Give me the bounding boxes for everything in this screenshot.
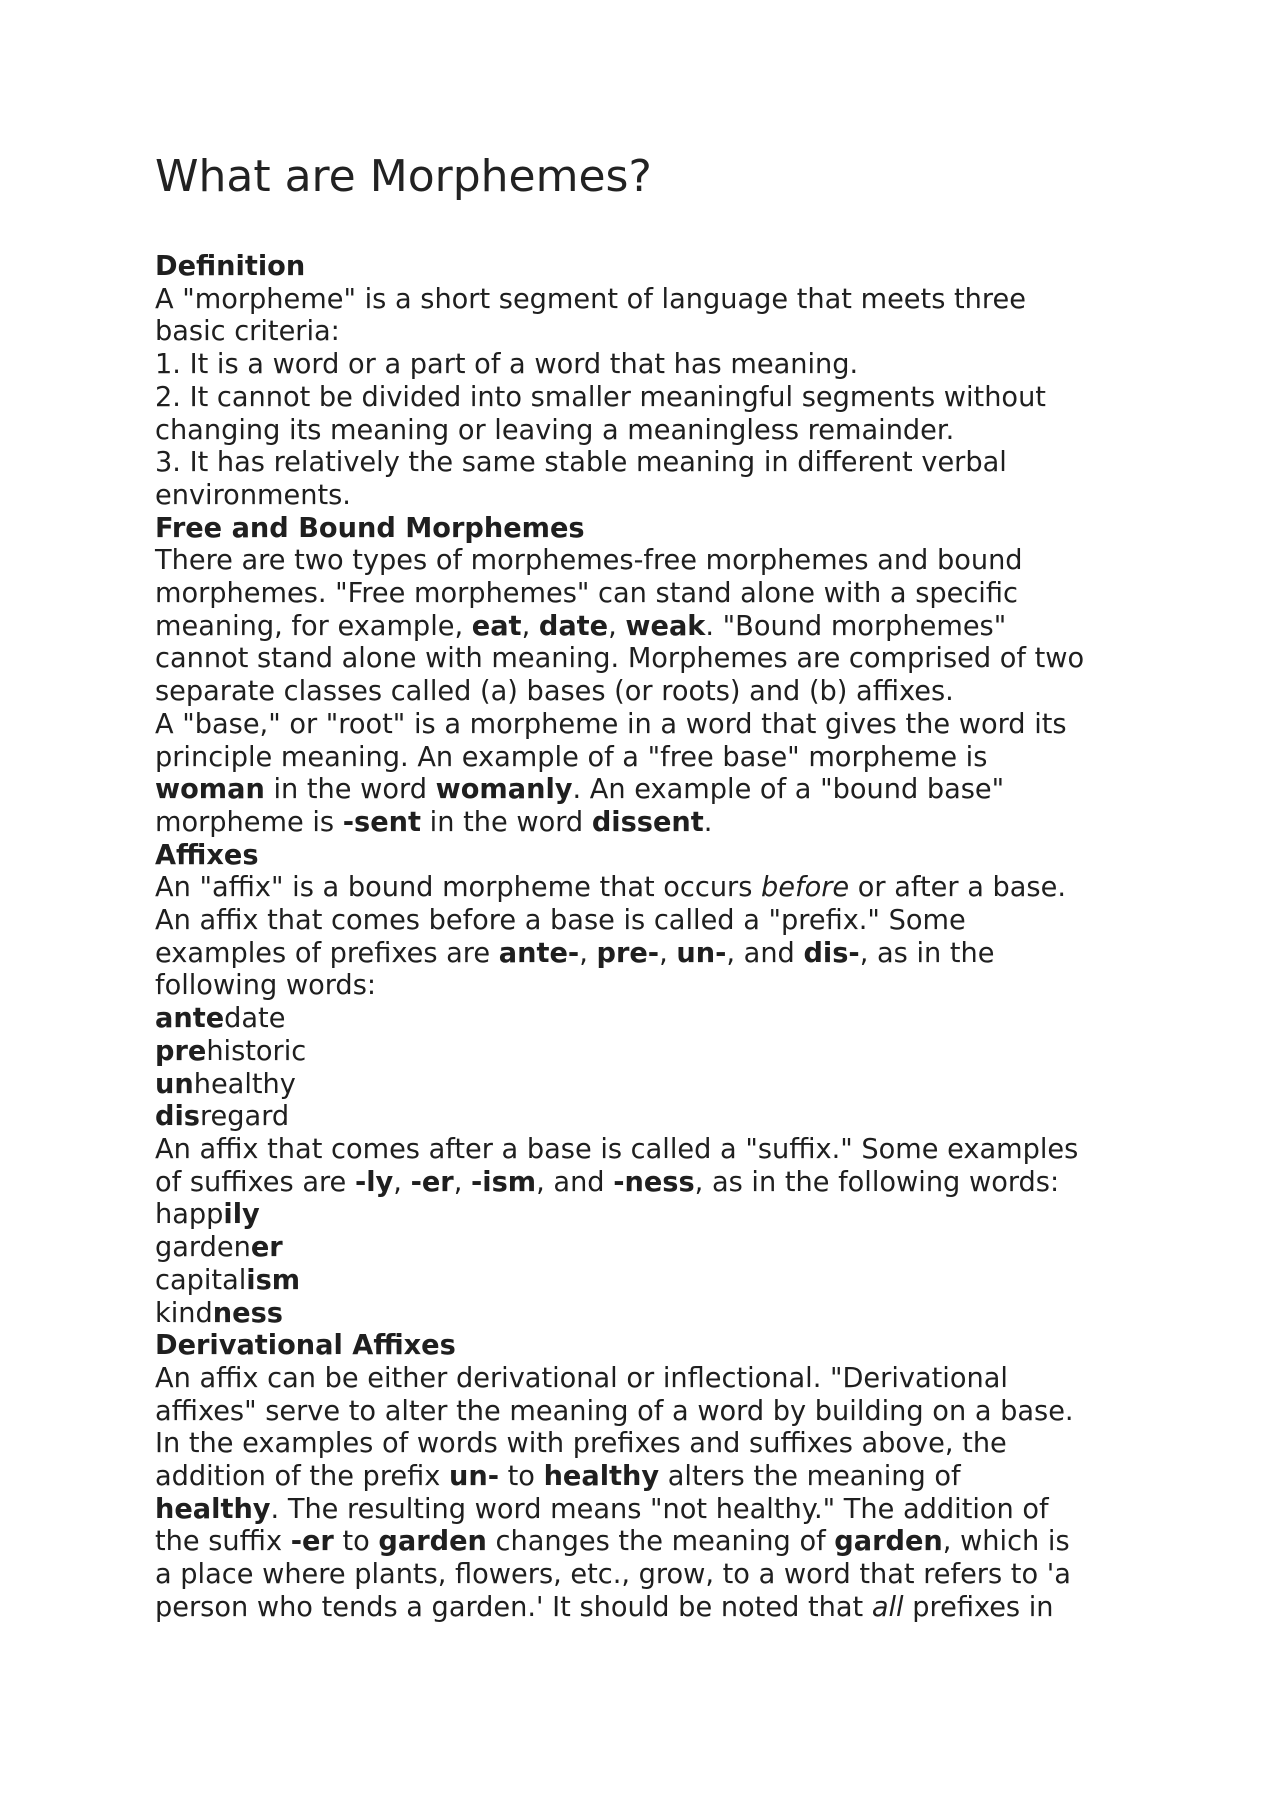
text-line (155, 1428, 1140, 1461)
text-line (155, 1363, 1140, 1396)
text-segment: Derivational Affixes (155, 1330, 456, 1362)
bold-term: er (250, 1232, 283, 1264)
text-line (155, 1003, 1140, 1036)
text-segment: regard (199, 1101, 290, 1133)
bold-term: ness (212, 1297, 283, 1329)
text-segment: following words: (155, 970, 377, 1002)
bold-term: ante (155, 1003, 225, 1035)
text-segment: environments. (155, 479, 351, 511)
text-segment: to (333, 1526, 379, 1558)
text-line (155, 349, 1140, 382)
text-line (155, 1526, 1140, 1559)
text-line (155, 1134, 1140, 1167)
text-segment: or after a base. (849, 872, 1066, 904)
text-segment: . An example of a "bound base" (572, 774, 1005, 806)
text-segment: addition of the prefix (155, 1461, 449, 1493)
section-heading (155, 1330, 1140, 1363)
text-segment: morphemes. "Free morphemes" can stand alone with a specific (155, 578, 1018, 610)
bold-term: ism (246, 1264, 301, 1296)
text-segment: date (224, 1003, 286, 1035)
italic-term: all (871, 1591, 904, 1623)
text-segment: . The resulting word means "not healthy." The addition of (270, 1493, 1049, 1525)
text-segment: Affixes (155, 839, 259, 871)
text-segment: , (659, 937, 677, 969)
text-segment: , (579, 937, 597, 969)
text-segment: An affix that comes before a base is called a "prefix." Some (155, 905, 966, 937)
bold-term: -ness (613, 1166, 695, 1198)
bold-term: garden (834, 1526, 943, 1558)
text-segment: affixes" serve to alter the meaning of a word by building on a base. (155, 1395, 1074, 1427)
text-line (155, 611, 1140, 644)
text-segment: person who tends a garden.' It should be noted that (155, 1591, 872, 1623)
bold-term: -ly (354, 1166, 394, 1198)
text-line (155, 1298, 1140, 1331)
section-heading (155, 513, 1140, 546)
text-line (155, 1265, 1140, 1298)
text-segment: cannot stand alone with meaning. Morphemes are comprised of two (155, 643, 1085, 675)
text-line (155, 938, 1140, 971)
text-line (155, 872, 1140, 905)
bold-term: dis- (803, 937, 860, 969)
bold-term: date (538, 610, 609, 642)
italic-term: before (761, 872, 850, 904)
text-segment: , (521, 610, 539, 642)
section-heading (155, 251, 1140, 284)
text-line (155, 1461, 1140, 1494)
text-segment: morpheme is (155, 806, 343, 838)
text-segment: capital (155, 1264, 247, 1296)
text-segment: meaning, for example, (155, 610, 472, 642)
text-segment: of suffixes are (155, 1166, 355, 1198)
text-line (155, 1069, 1140, 1102)
text-segment: , which is (942, 1526, 1070, 1558)
text-segment: a place where plants, flowers, etc., grow, to a word that refers to 'a (155, 1559, 1071, 1591)
text-segment: separate classes called (a) bases (or roots) and (b) affixes. (155, 676, 954, 708)
text-segment: . "Bound morphemes" (705, 610, 1007, 642)
text-segment: happ (155, 1199, 224, 1231)
bold-term: ily (223, 1199, 260, 1231)
text-segment: An "affix" is a bound morpheme that occurs (155, 872, 762, 904)
bold-term: garden (378, 1526, 487, 1558)
bold-term: un- (448, 1461, 499, 1493)
text-line (155, 1036, 1140, 1069)
text-segment: An affix that comes after a base is called a "suffix." Some examples (155, 1133, 1079, 1165)
bold-term: eat (471, 610, 522, 642)
text-line (155, 578, 1140, 611)
text-segment: . (703, 806, 713, 838)
text-line (155, 415, 1140, 448)
text-segment: 1. It is a word or a part of a word that has meaning. (155, 349, 859, 381)
text-segment: There are two types of morphemes-free morphemes and bound (155, 545, 1023, 577)
text-segment: the suffix (155, 1526, 291, 1558)
text-segment: , and (726, 937, 804, 969)
page-title: What are Morphemes? (155, 151, 652, 202)
bold-term: woman (155, 774, 265, 806)
text-segment: A "base," or "root" is a morpheme in a word that gives the word its (155, 708, 1067, 740)
text-segment: An affix can be either derivational or inflectional. "Derivational (155, 1362, 1008, 1394)
text-line (155, 676, 1140, 709)
section-heading (155, 840, 1140, 873)
text-segment: 3. It has relatively the same stable meaning in different verbal (155, 447, 1007, 479)
bold-term: -er (410, 1166, 454, 1198)
text-segment: In the examples of words with prefixes and suffixes above, the (155, 1428, 1007, 1460)
text-segment: Definition (155, 251, 306, 282)
text-segment: garden (155, 1232, 251, 1264)
text-line (155, 905, 1140, 938)
text-line (155, 807, 1140, 840)
text-line (155, 1101, 1140, 1134)
text-line (155, 382, 1140, 415)
text-segment: in the word (421, 806, 592, 838)
bold-term: pre- (596, 937, 660, 969)
text-line (155, 709, 1140, 742)
text-segment: alters the meaning of (659, 1461, 961, 1493)
bold-term: weak (625, 610, 706, 642)
text-segment: changes the meaning of (486, 1526, 835, 1558)
text-segment: historic (206, 1035, 307, 1067)
text-segment: 2. It cannot be divided into smaller meaningful segments without (155, 381, 1046, 413)
text-line (155, 970, 1140, 1003)
text-segment: , and (536, 1166, 614, 1198)
bold-term: womanly (435, 774, 573, 806)
text-line (155, 774, 1140, 807)
text-line (155, 480, 1140, 513)
text-line (155, 643, 1140, 676)
document-body (155, 251, 1140, 1625)
text-segment: principle meaning. An example of a "free base" morpheme is (155, 741, 988, 773)
text-line (155, 1592, 1140, 1625)
text-segment: , (608, 610, 626, 642)
text-line (155, 1199, 1140, 1232)
text-line (155, 1494, 1140, 1527)
text-segment: A "morpheme" is a short segment of language that meets three (155, 283, 1026, 315)
text-segment: in the word (264, 774, 436, 806)
text-line (155, 447, 1140, 480)
text-segment: , (453, 1166, 471, 1198)
bold-term: dis (155, 1101, 200, 1133)
bold-term: un- (676, 937, 727, 969)
text-line (155, 545, 1140, 578)
text-segment: healthy (193, 1068, 296, 1100)
text-line (155, 1396, 1140, 1429)
bold-term: un (155, 1068, 194, 1100)
text-line (155, 1559, 1140, 1592)
bold-term: dissent (591, 806, 704, 838)
bold-term: healthy (543, 1461, 660, 1493)
text-line (155, 316, 1140, 349)
text-line (155, 1232, 1140, 1265)
bold-term: -er (290, 1526, 334, 1558)
text-segment: Free and Bound Morphemes (155, 512, 585, 544)
bold-term: pre (155, 1035, 207, 1067)
text-segment: , as in the (859, 937, 995, 969)
text-segment: to (498, 1461, 544, 1493)
bold-term: healthy (155, 1493, 271, 1525)
text-segment: , as in the following words: (694, 1166, 1060, 1198)
bold-term: ante- (498, 937, 580, 969)
bold-term: -ism (471, 1166, 537, 1198)
text-segment: examples of prefixes are (155, 937, 499, 969)
bold-term: -sent (342, 806, 421, 838)
text-segment: prefixes in (903, 1591, 1054, 1623)
text-line (155, 742, 1140, 775)
text-segment: basic criteria: (155, 316, 340, 348)
text-segment: , (393, 1166, 411, 1198)
text-line (155, 1167, 1140, 1200)
text-segment: changing its meaning or leaving a meaningless remainder. (155, 414, 955, 446)
text-segment: kind (155, 1297, 213, 1329)
text-line (155, 284, 1140, 317)
